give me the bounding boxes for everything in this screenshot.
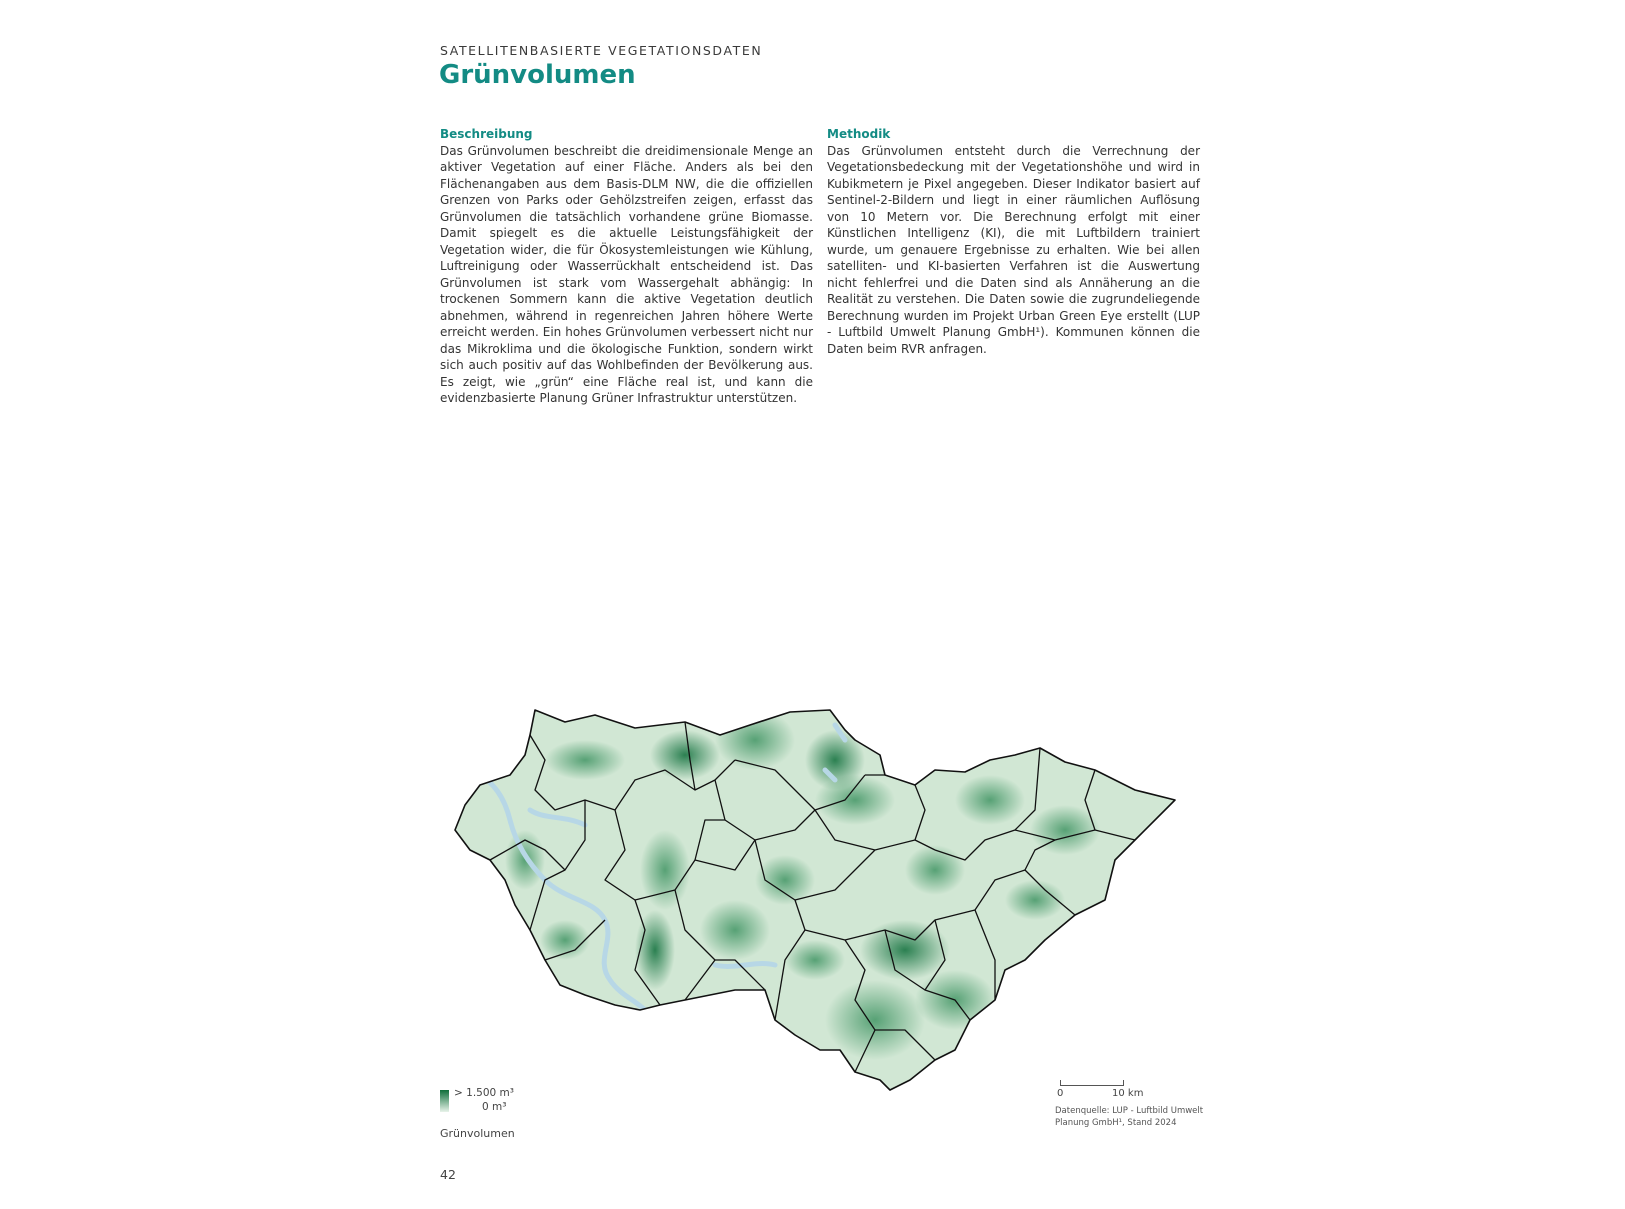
- section-kicker: SATELLITENBASIERTE VEGETATIONSDATEN: [440, 43, 763, 58]
- legend-max-label: > 1.500 m³: [454, 1087, 514, 1099]
- scale-label-ten: 10 km: [1112, 1088, 1144, 1099]
- green-volume-map: [435, 700, 1195, 1140]
- description-column: [440, 126, 813, 407]
- legend-min-label: 0 m³: [482, 1101, 507, 1113]
- map-svg: [435, 700, 1195, 1140]
- page-number: 42: [440, 1167, 456, 1182]
- scale-bar-line: [1060, 1080, 1124, 1086]
- method-heading: Methodik: [827, 127, 891, 141]
- data-source-note: Datenquelle: LUP - Luftbild Umwelt Planung GmbH¹, Stand 2024: [1055, 1106, 1204, 1128]
- method-text: Das Grünvolumen entsteht durch die Verrechnung der Vegetationsbedeckung mit der Vegetationshöhe und wird in Kubikmetern je Pixel angegeben. Dieser Indikator basiert auf Sentinel-2-Bildern und liegt in einer räumlichen Auflösung von 10 Metern vor. Die Berechnung erfolgt mit einer Künstlichen Intelligenz (KI), die mit Luftbildern trainiert wurde, um genauere Ergebnisse zu erhalten. Wie bei allen satelliten- und KI-basierten Verfahren ist die Auswertung nicht fehlerfrei und die Daten sind als Annäherung an die Realität zu verstehen. Die Daten sowie die zugrundeliegende Berechnung wurden im Projekt Urban Green Eye erstellt (LUP - Luftbild Umwelt Planung GmbH¹). Kommunen können die Daten beim RVR anfragen.: [827, 143, 1200, 356]
- description-heading: Beschreibung: [440, 127, 533, 141]
- legend-color-ramp: [440, 1090, 449, 1112]
- method-column: [827, 126, 1200, 357]
- description-text: Das Grünvolumen beschreibt die dreidimensionale Menge an aktiver Vegetation auf einer Fläche. Anders als bei den Flächenangaben aus dem Basis-DLM NW, die die offiziellen Grenzen von Parks oder Gehölzstreifen zeigen, erfasst das Grünvolumen die tatsächlich vorhandene grüne Biomasse. Damit spiegelt es die aktuelle Leistungsfähigkeit der Vegetation wider, die für Ökosystemleistungen wie Kühlung, Luftreinigung oder Wasserrückhalt entscheidend ist. Das Grünvolumen ist stark vom Wassergehalt abhängig: In trockenen Sommern kann die aktive Vegetation deutlich abnehmen, während in regenreichen Jahren höhere Werte erreicht werden. Ein hohes Grünvolumen verbessert nicht nur das Mikroklima und die ökologische Funktion, sondern wirkt sich auch positiv auf das Wohlbefinden der Bevölkerung aus. Es zeigt, wie „grün“ eine Fläche real ist, und kann die evidenzbasierte Planung Grüner Infrastruktur unterstützen.: [440, 143, 813, 405]
- legend-title: Grünvolumen: [440, 1127, 515, 1140]
- page-title: Grünvolumen: [439, 60, 636, 90]
- scale-label-zero: 0: [1057, 1088, 1064, 1099]
